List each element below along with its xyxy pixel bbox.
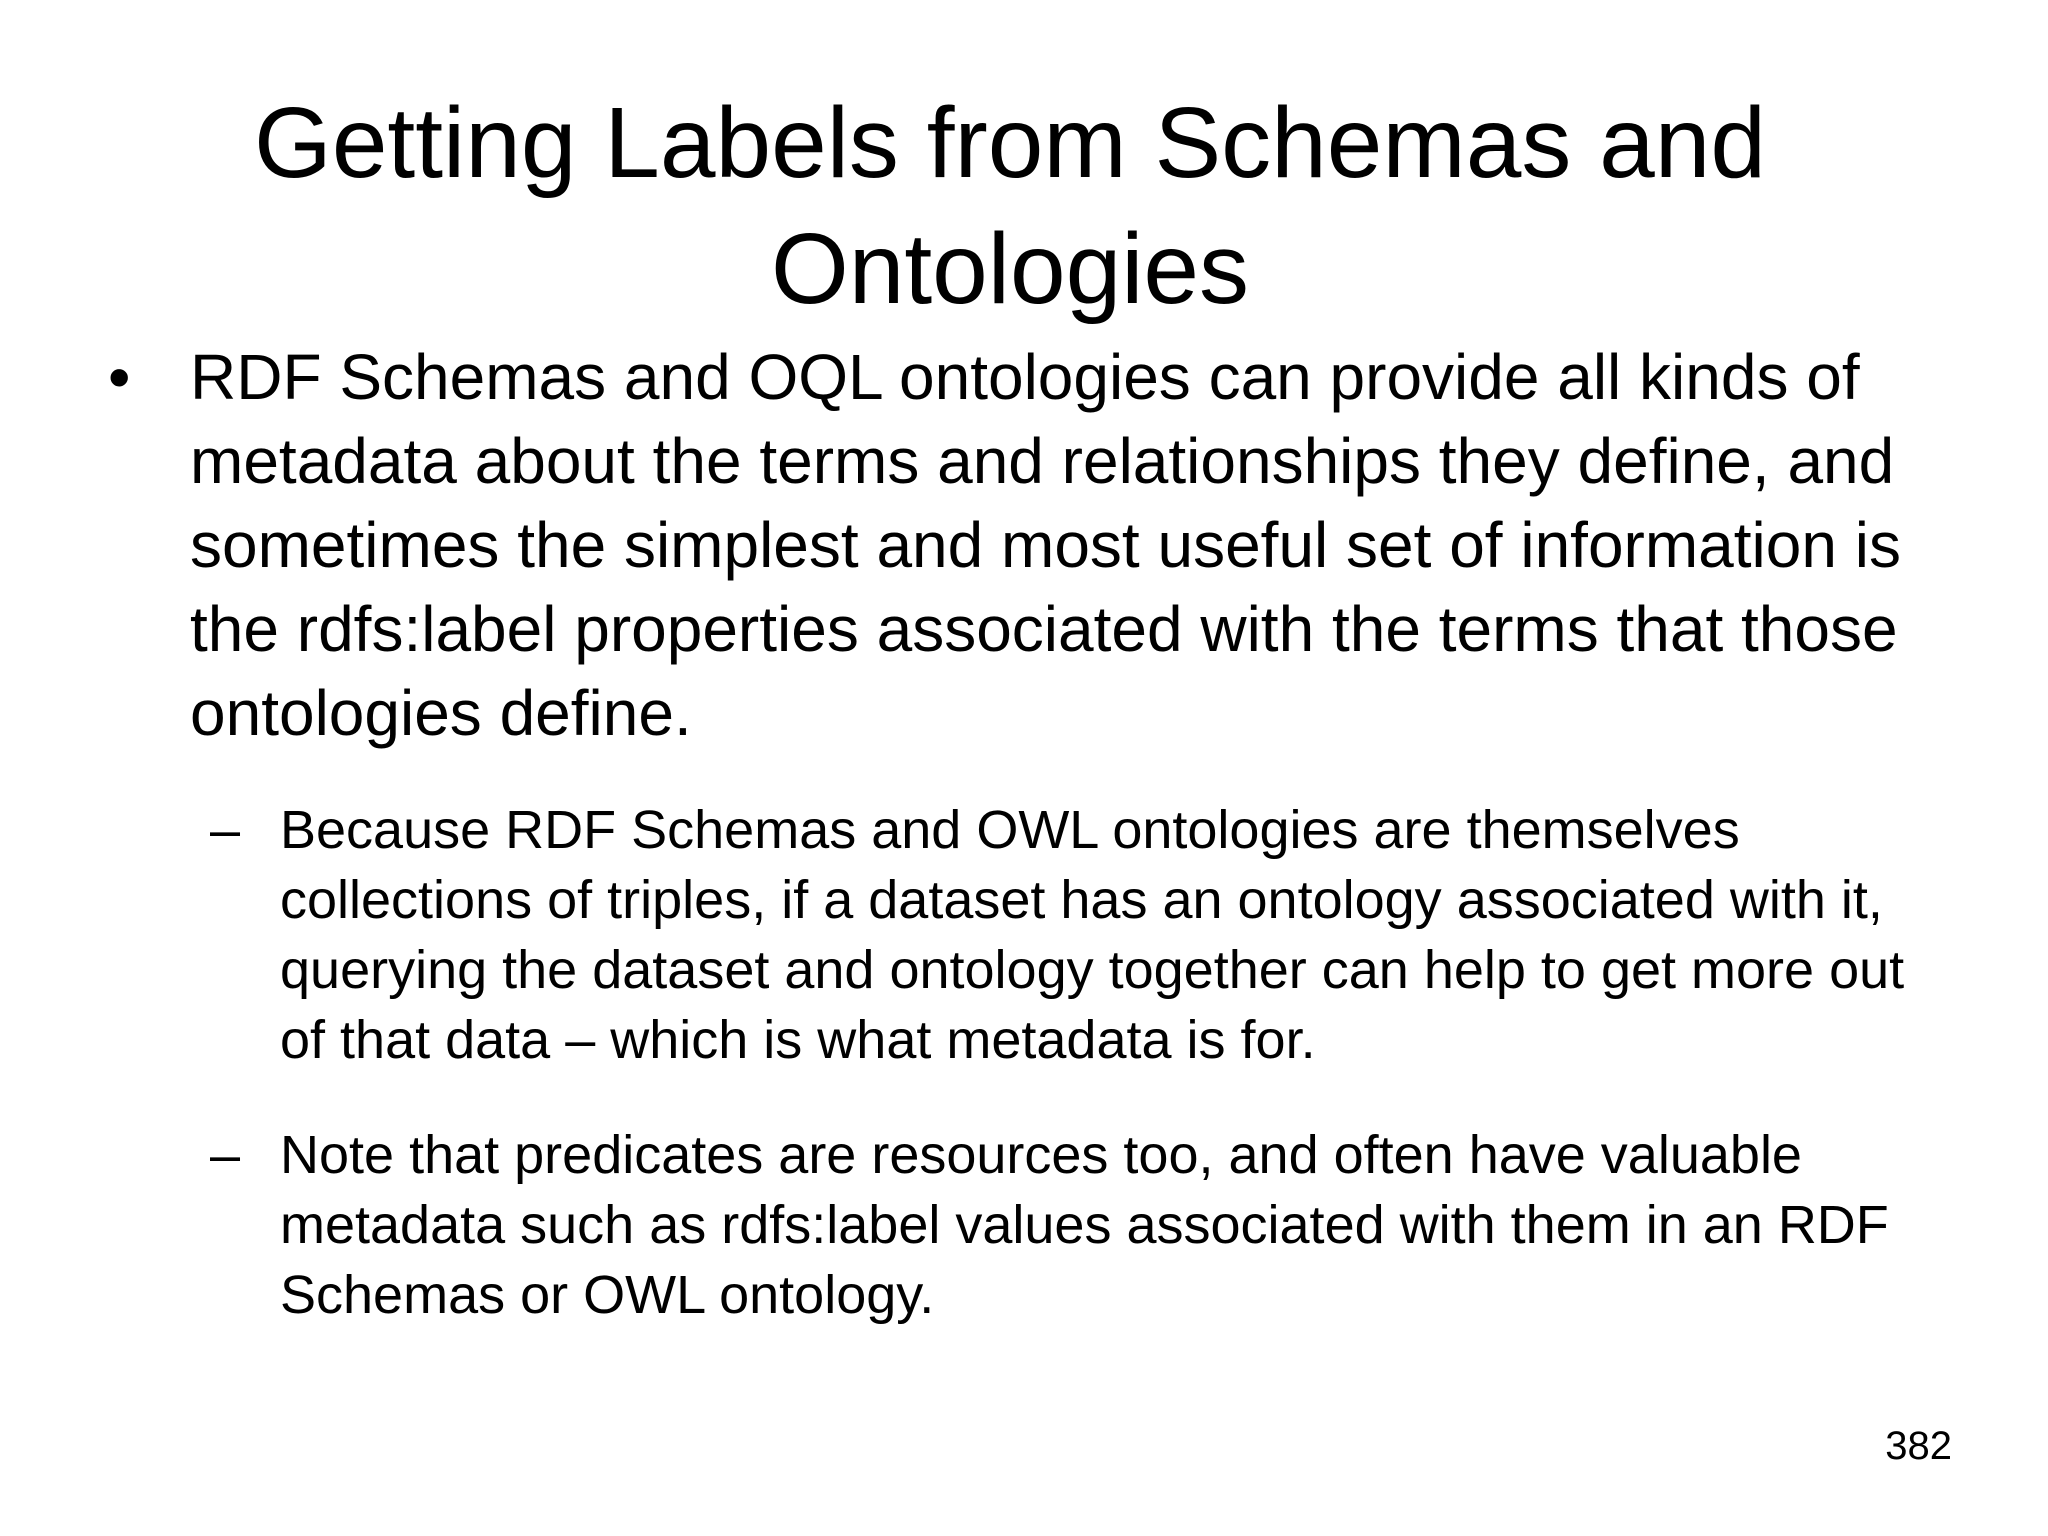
bullet-text: RDF Schemas and OQL ontologies can provide all kinds of metadata about the terms and relationships they define, and sometimes the simplest and most useful set of information is the rdfs:label properties associated with the terms that those ontologies define. <box>190 341 1901 749</box>
sub-bullet-marker: – <box>210 1125 241 1185</box>
sub-bullet-marker: – <box>210 800 241 860</box>
slide-title: Getting Labels from Schemas and Ontologies <box>254 87 1766 325</box>
sub-bullet-text: Because RDF Schemas and OWL ontologies are themselves collections of triples, if a dataset has an ontology associated with it, querying the dataset and ontology together can help to get more out of that data – which is what metadata is for. <box>280 800 1905 1070</box>
sub-bullet-text: Note that predicates are resources too, and often have valuable metadata such as rdfs:label values associated with them in an RDF Schemas or OWL ontology. <box>280 1125 1889 1325</box>
bullet-marker: • <box>108 341 131 413</box>
page-number: 382 <box>1885 1424 1952 1468</box>
